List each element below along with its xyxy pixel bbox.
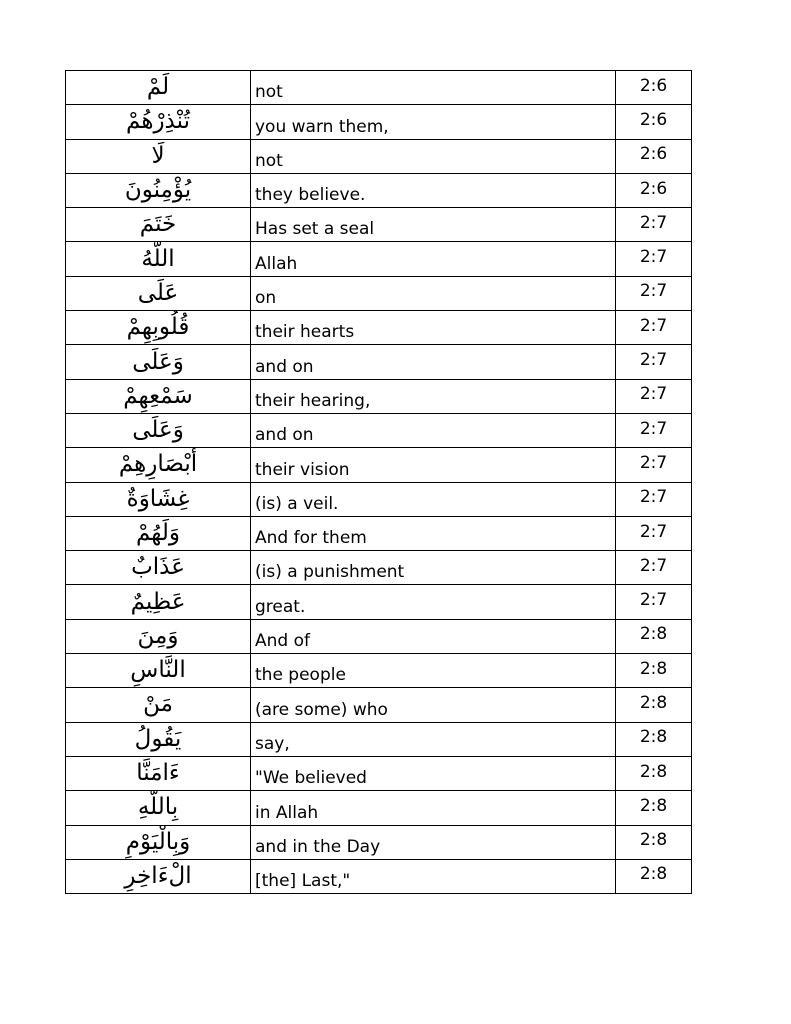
table-row — [66, 791, 692, 825]
arabic-word-cell: خَتَمَ — [66, 208, 251, 242]
english-meaning-cell: (are some) who — [251, 688, 616, 722]
table-row — [66, 482, 692, 516]
table-row — [66, 413, 692, 447]
verse-reference-cell: 2:6 — [616, 71, 692, 105]
verse-reference-cell: 2:7 — [616, 448, 692, 482]
arabic-word-cell: وَعَلَى — [66, 345, 251, 379]
table-row — [66, 173, 692, 207]
table-row — [66, 139, 692, 173]
table-row — [66, 859, 692, 893]
english-meaning-cell: "We believed — [251, 756, 616, 790]
english-meaning-cell: and on — [251, 345, 616, 379]
table-row — [66, 345, 692, 379]
table-row — [66, 551, 692, 585]
table-row — [66, 688, 692, 722]
english-meaning-cell: their hearing, — [251, 379, 616, 413]
verse-reference-cell: 2:8 — [616, 859, 692, 893]
english-meaning-cell: say, — [251, 722, 616, 756]
word-by-word-table — [65, 70, 692, 894]
arabic-word-cell: وَلَهُمْ — [66, 516, 251, 550]
english-meaning-cell: their hearts — [251, 311, 616, 345]
table-row — [66, 722, 692, 756]
arabic-word-cell: أَبْصَارِهِمْ — [66, 448, 251, 482]
table-row — [66, 756, 692, 790]
verse-reference-cell: 2:7 — [616, 551, 692, 585]
verse-reference-cell: 2:8 — [616, 791, 692, 825]
arabic-word-cell: قُلُوبِهِمْ — [66, 311, 251, 345]
verse-reference-cell: 2:7 — [616, 311, 692, 345]
arabic-word-cell: يُؤْمِنُونَ — [66, 173, 251, 207]
verse-reference-cell: 2:8 — [616, 825, 692, 859]
english-meaning-cell: and on — [251, 413, 616, 447]
english-meaning-cell: on — [251, 276, 616, 310]
verse-reference-cell: 2:8 — [616, 722, 692, 756]
english-meaning-cell: (is) a veil. — [251, 482, 616, 516]
english-meaning-cell: not — [251, 139, 616, 173]
table-row — [66, 379, 692, 413]
english-meaning-cell: the people — [251, 654, 616, 688]
table-row — [66, 516, 692, 550]
english-meaning-cell: And for them — [251, 516, 616, 550]
table-row — [66, 825, 692, 859]
verse-reference-cell: 2:7 — [616, 413, 692, 447]
arabic-word-cell: اللَّهُ — [66, 242, 251, 276]
verse-reference-cell: 2:7 — [616, 208, 692, 242]
table-row — [66, 448, 692, 482]
arabic-word-cell: وَبِالْيَوْمِ — [66, 825, 251, 859]
english-meaning-cell: not — [251, 71, 616, 105]
verse-reference-cell: 2:7 — [616, 482, 692, 516]
english-meaning-cell: their vision — [251, 448, 616, 482]
arabic-word-cell: الْءَاخِرِ — [66, 859, 251, 893]
arabic-word-cell: وَعَلَى — [66, 413, 251, 447]
english-meaning-cell: you warn them, — [251, 105, 616, 139]
verse-reference-cell: 2:7 — [616, 585, 692, 619]
verse-reference-cell: 2:6 — [616, 105, 692, 139]
english-meaning-cell: Allah — [251, 242, 616, 276]
arabic-word-cell: ءَامَنَّا — [66, 756, 251, 790]
arabic-word-cell: تُنْذِرْهُمْ — [66, 105, 251, 139]
table-row — [66, 208, 692, 242]
arabic-word-cell: مَنْ — [66, 688, 251, 722]
arabic-word-cell: عَظِيمٌ — [66, 585, 251, 619]
table-row — [66, 276, 692, 310]
verse-reference-cell: 2:8 — [616, 619, 692, 653]
verse-reference-cell: 2:7 — [616, 516, 692, 550]
table-row — [66, 242, 692, 276]
verse-reference-cell: 2:7 — [616, 276, 692, 310]
english-meaning-cell: great. — [251, 585, 616, 619]
english-meaning-cell: in Allah — [251, 791, 616, 825]
arabic-word-cell: النَّاسِ — [66, 654, 251, 688]
english-meaning-cell: And of — [251, 619, 616, 653]
arabic-word-cell: بِاللَّهِ — [66, 791, 251, 825]
arabic-word-cell: لَمْ — [66, 71, 251, 105]
verse-reference-cell: 2:7 — [616, 379, 692, 413]
arabic-word-cell: لَا — [66, 139, 251, 173]
verse-reference-cell: 2:8 — [616, 756, 692, 790]
table-body — [66, 71, 692, 894]
table-row — [66, 654, 692, 688]
verse-reference-cell: 2:7 — [616, 345, 692, 379]
verse-reference-cell: 2:8 — [616, 654, 692, 688]
arabic-word-cell: عَذَابٌ — [66, 551, 251, 585]
table-row — [66, 585, 692, 619]
english-meaning-cell: Has set a seal — [251, 208, 616, 242]
table-row — [66, 71, 692, 105]
arabic-word-cell: عَلَى — [66, 276, 251, 310]
english-meaning-cell: (is) a punishment — [251, 551, 616, 585]
arabic-word-cell: غِشَاوَةٌ — [66, 482, 251, 516]
verse-reference-cell: 2:6 — [616, 139, 692, 173]
arabic-word-cell: سَمْعِهِمْ — [66, 379, 251, 413]
table-row — [66, 619, 692, 653]
table-row — [66, 311, 692, 345]
english-meaning-cell: they believe. — [251, 173, 616, 207]
table-row — [66, 105, 692, 139]
english-meaning-cell: and in the Day — [251, 825, 616, 859]
arabic-word-cell: وَمِنَ — [66, 619, 251, 653]
english-meaning-cell: [the] Last," — [251, 859, 616, 893]
verse-reference-cell: 2:8 — [616, 688, 692, 722]
verse-reference-cell: 2:7 — [616, 242, 692, 276]
verse-reference-cell: 2:6 — [616, 173, 692, 207]
arabic-word-cell: يَقُولُ — [66, 722, 251, 756]
